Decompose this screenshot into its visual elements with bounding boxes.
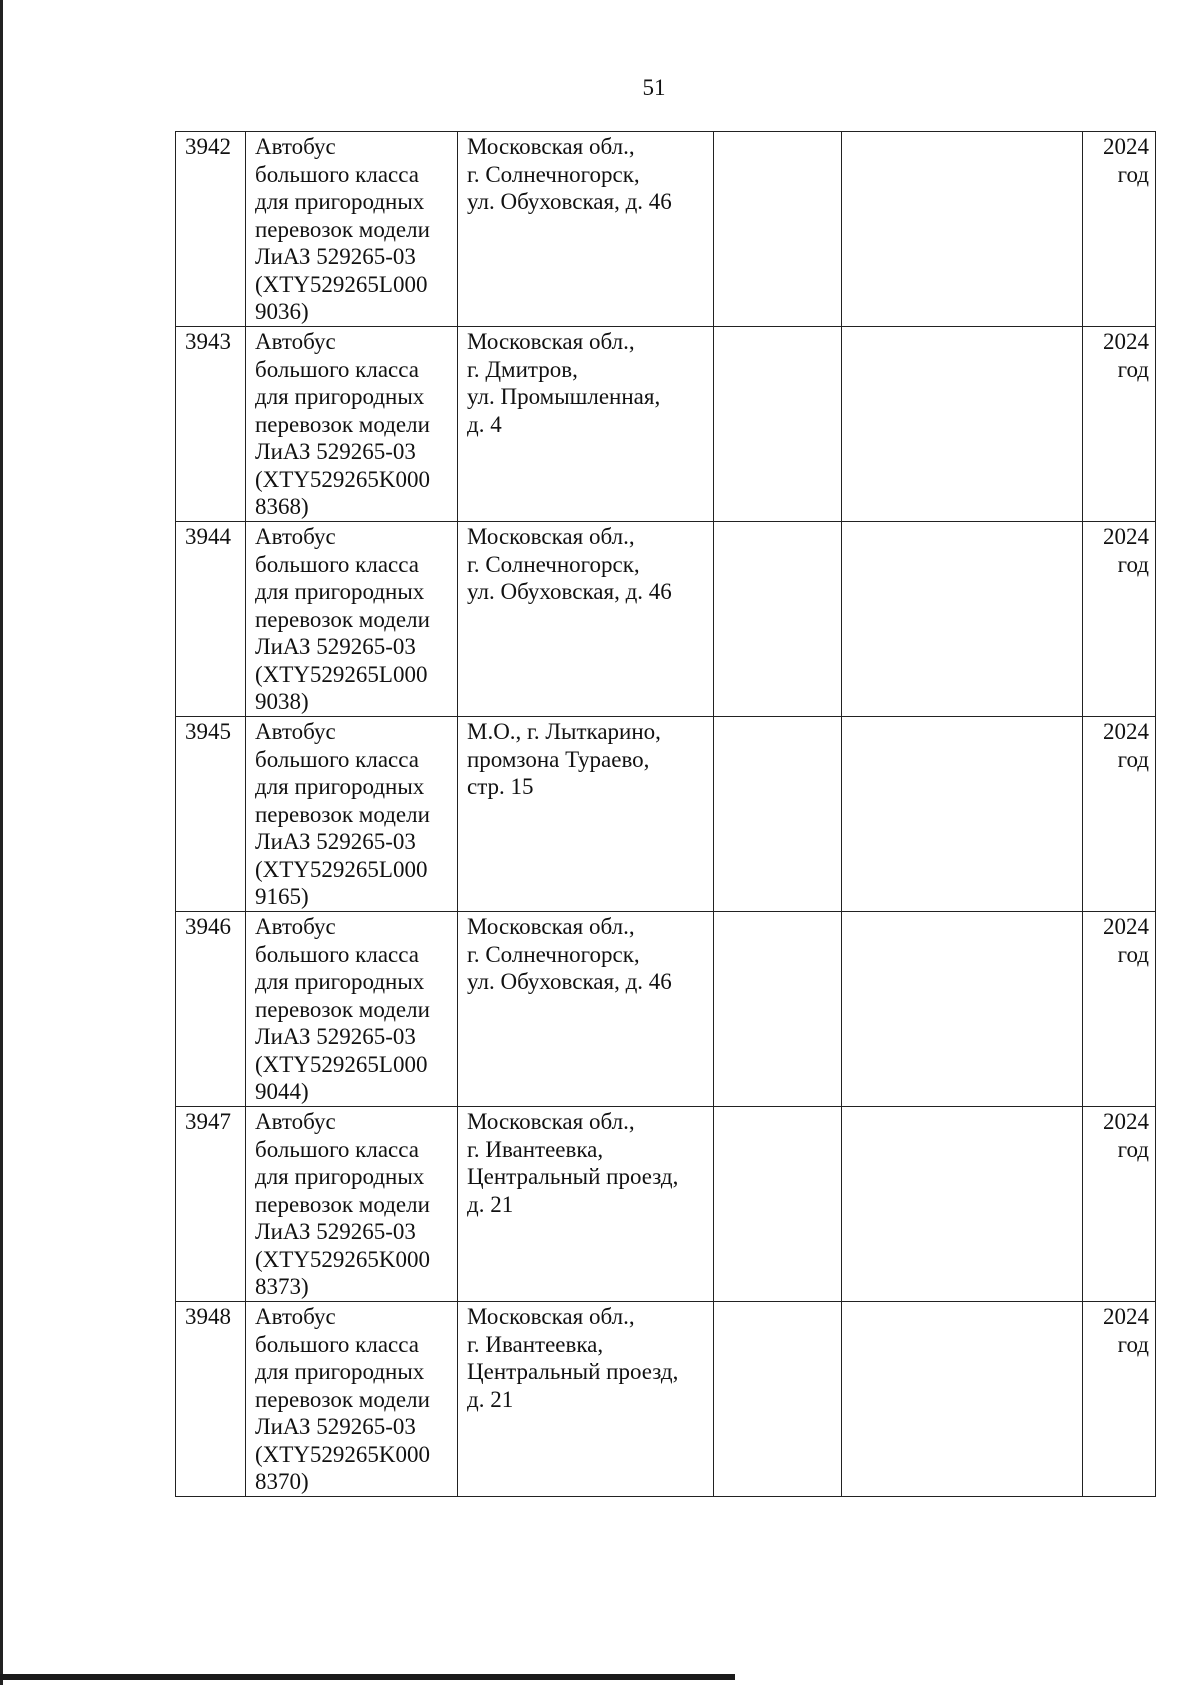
year-cell: 2024 год: [1083, 522, 1156, 717]
scan-left-edge: [0, 0, 3, 1685]
empty-cell-col4: [714, 327, 842, 522]
row-number: 3942: [176, 132, 246, 327]
empty-cell-col5: [842, 717, 1083, 912]
table-row: [176, 132, 1156, 327]
vehicle-address: Московская обл., г. Дмитров, ул. Промышленная, д. 4: [458, 327, 714, 522]
year-cell: 2024 год: [1083, 717, 1156, 912]
empty-cell-col4: [714, 717, 842, 912]
vehicle-description: Автобус большого класса для пригородных перевозок модели ЛиАЗ 529265-03 (XTY529265L000 9036): [246, 132, 458, 327]
row-number: 3943: [176, 327, 246, 522]
empty-cell-col4: [714, 1302, 842, 1497]
scan-bottom-bar: [0, 1674, 735, 1680]
vehicle-address: Московская обл., г. Солнечногорск, ул. Обуховская, д. 46: [458, 912, 714, 1107]
vehicle-description: Автобус большого класса для пригородных перевозок модели ЛиАЗ 529265-03 (XTY529265K000 8373): [246, 1107, 458, 1302]
year-cell: 2024 год: [1083, 132, 1156, 327]
empty-cell-col4: [714, 132, 842, 327]
table-row: [176, 1302, 1156, 1497]
row-number: 3945: [176, 717, 246, 912]
empty-cell-col5: [842, 132, 1083, 327]
table-row: [176, 522, 1156, 717]
row-number: 3948: [176, 1302, 246, 1497]
vehicle-description: Автобус большого класса для пригородных перевозок модели ЛиАЗ 529265-03 (XTY529265L000 9165): [246, 717, 458, 912]
row-number: 3944: [176, 522, 246, 717]
table-row: [176, 327, 1156, 522]
empty-cell-col5: [842, 522, 1083, 717]
vehicle-address: Московская обл., г. Ивантеевка, Центральный проезд, д. 21: [458, 1302, 714, 1497]
vehicle-description: Автобус большого класса для пригородных перевозок модели ЛиАЗ 529265-03 (XTY529265L000 9038): [246, 522, 458, 717]
row-number: 3946: [176, 912, 246, 1107]
year-cell: 2024 год: [1083, 327, 1156, 522]
vehicle-address: М.О., г. Лыткарино, промзона Тураево, стр. 15: [458, 717, 714, 912]
year-cell: 2024 год: [1083, 1107, 1156, 1302]
vehicle-description: Автобус большого класса для пригородных перевозок модели ЛиАЗ 529265-03 (XTY529265K000 8370): [246, 1302, 458, 1497]
vehicle-address: Московская обл., г. Ивантеевка, Центральный проезд, д. 21: [458, 1107, 714, 1302]
page-number: 51: [642, 75, 666, 100]
vehicle-description: Автобус большого класса для пригородных перевозок модели ЛиАЗ 529265-03 (XTY529265K000 8368): [246, 327, 458, 522]
empty-cell-col4: [714, 522, 842, 717]
row-number: 3947: [176, 1107, 246, 1302]
vehicle-address: Московская обл., г. Солнечногорск, ул. Обуховская, д. 46: [458, 522, 714, 717]
empty-cell-col4: [714, 912, 842, 1107]
year-cell: 2024 год: [1083, 912, 1156, 1107]
empty-cell-col4: [714, 1107, 842, 1302]
empty-cell-col5: [842, 912, 1083, 1107]
table-row: [176, 1107, 1156, 1302]
year-cell: 2024 год: [1083, 1302, 1156, 1497]
vehicle-description: Автобус большого класса для пригородных перевозок модели ЛиАЗ 529265-03 (XTY529265L000 9044): [246, 912, 458, 1107]
table-row: [176, 717, 1156, 912]
empty-cell-col5: [842, 1302, 1083, 1497]
empty-cell-col5: [842, 1107, 1083, 1302]
empty-cell-col5: [842, 327, 1083, 522]
table-row: [176, 912, 1156, 1107]
vehicle-address: Московская обл., г. Солнечногорск, ул. Обуховская, д. 46: [458, 132, 714, 327]
vehicle-registry-table: [175, 131, 1156, 1497]
